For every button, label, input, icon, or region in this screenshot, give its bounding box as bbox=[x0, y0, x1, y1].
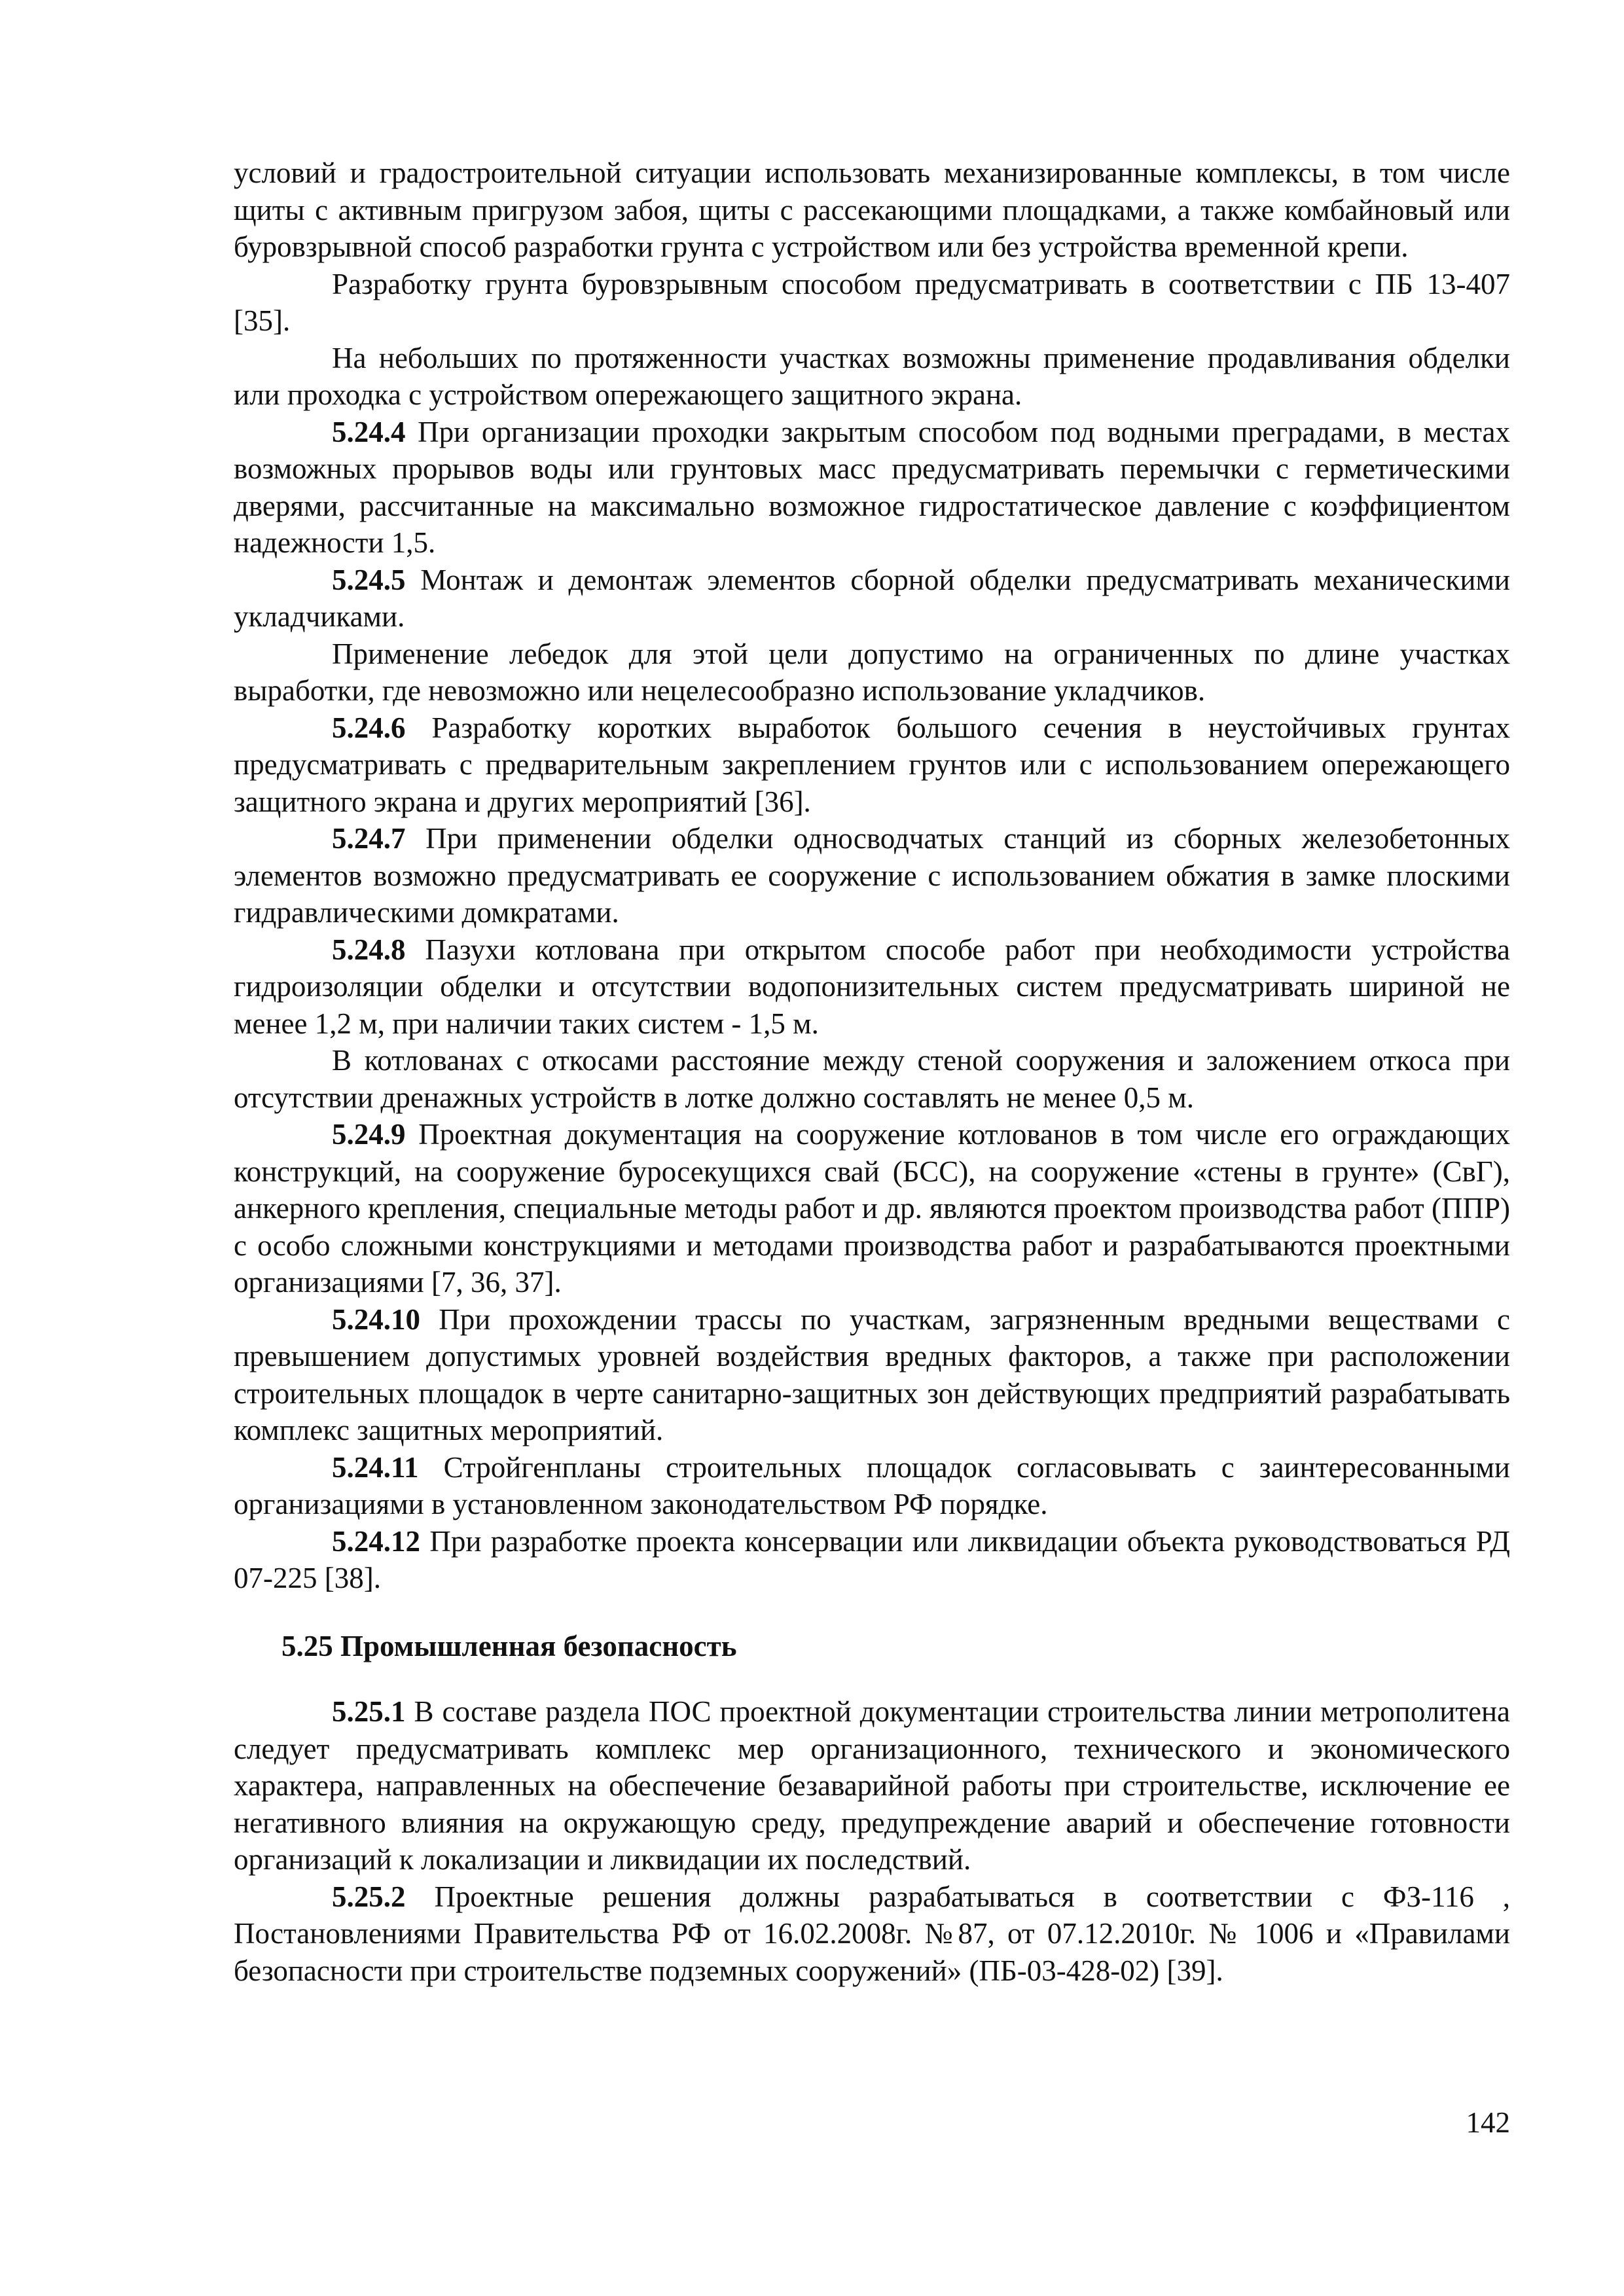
clause-number: 5.24.8 bbox=[332, 933, 406, 966]
clause-number: 5.24.11 bbox=[332, 1450, 419, 1484]
paragraph: Применение лебедок для этой цели допустимо на ограниченных по длине участках выработки, где невозможно или нецелесообразно использование укладчиков. bbox=[234, 637, 1510, 707]
clause-5-24-10: 5.24.10 При прохождении трассы по участкам, загрязненным вредными веществами с превышением допустимых уровней воздействия вредных факторов, а также при расположении строительных площадок в черте санитарно-защитных зон действующих предприятий разрабатывать комплекс защитных мероприятий. bbox=[234, 1302, 1511, 1446]
clause-5-24-5: 5.24.5 Монтаж и демонтаж элементов сборной обделки предусматривать механическими укладчиками. bbox=[234, 563, 1511, 633]
clause-5-24-4: 5.24.4 При организации проходки закрытым способом под водными преградами, в местах возможных прорывов воды или грунтовых масс предусматривать перемычки с герметическими дверями, рассчитанные на максимально возможное гидростатическое давление с коэффициентом надежности 1,5. bbox=[234, 415, 1510, 559]
clause-number: 5.24.4 bbox=[332, 415, 406, 448]
paragraph: условий и градостроительной ситуации использовать механизированные комплексы, в том числе щиты с активным пригрузом забоя, щиты с рассекающими площадками, а также комбайновый или буровзрывной способ разработки грунта с устройством или без устройства временной крепи. bbox=[234, 156, 1510, 263]
clause-5-24-6: 5.24.6 Разработку коротких выработок большого сечения в неустойчивых грунтах предусматривать с предварительным закреплением грунтов или с использованием опережающего защитного экрана и других мероприятий [36]. bbox=[234, 711, 1511, 818]
clause-number: 5.24.10 bbox=[332, 1302, 420, 1336]
clause-number: 5.24.12 bbox=[332, 1524, 420, 1558]
clause-5-24-8: 5.24.8 Пазухи котлована при открытом способе работ при необходимости устройства гидроизоляции обделки и отсутствии водопонизительных систем предусматривать шириной не менее 1,2 м, при наличии таких систем - 1,5 м. bbox=[234, 933, 1510, 1040]
clause-5-25-2: 5.25.2 Проектные решения должны разрабатываться в соответствии с ФЗ-116 , Постановлениями Правительства РФ от 16.02.2008г. №87, от 07.12.2010г. № 1006 и «Правилами безопасности при строительстве подземных сооружений» (ПБ-03-428-02) [39]. bbox=[234, 1880, 1511, 1987]
page-content bbox=[234, 154, 1510, 1989]
clause-number: 5.25.1 bbox=[332, 1695, 406, 1728]
clause-number: 5.24.9 bbox=[332, 1118, 406, 1151]
page-number: 142 bbox=[1466, 2106, 1510, 2139]
section-heading: 5.25 Промышленная безопасность bbox=[281, 1629, 737, 1662]
clause-5-24-7: 5.24.7 При применении обделки односводчатых станций из сборных железобетонных элементов возможно предусматривать ее сооружение с использованием обжатия в замке плоскими гидравлическими домкратами. bbox=[234, 822, 1511, 929]
paragraph: В котлованах с откосами расстояние между стеной сооружения и заложением откоса при отсутствии дренажных устройств в лотке должно составлять не менее 0,5 м. bbox=[234, 1044, 1510, 1114]
clause-number: 5.25.2 bbox=[332, 1880, 406, 1913]
clause-5-25-1: 5.25.1 В составе раздела ПОС проектной документации строительства линии метрополитена следует предусматривать комплекс мер организационного, технического и экономического характера, направленных на обеспечение безаварийной работы при строительстве, исключение ее негативного влияния на окружающую среду, предупреждение аварий и обеспечение готовности организаций к локализации и ликвидации их последствий. bbox=[234, 1695, 1510, 1876]
clause-5-24-11: 5.24.11 Стройгенпланы строительных площадок согласовывать с заинтересованными организациями в установленном законодательством РФ порядке. bbox=[234, 1450, 1510, 1520]
clause-number: 5.24.5 bbox=[332, 563, 406, 596]
clause-5-24-12: 5.24.12 При разработке проекта консервации или ликвидации объекта руководствоваться РД 07-225 [38]. bbox=[234, 1524, 1510, 1594]
clause-number: 5.24.6 bbox=[332, 711, 406, 744]
paragraph: На небольших по протяженности участках возможны применение продавливания обделки или проходка с устройством опережающего защитного экрана. bbox=[234, 341, 1510, 411]
clause-number: 5.24.7 bbox=[332, 822, 406, 855]
paragraph: Разработку грунта буровзрывным способом предусматривать в соответствии с ПБ 13-407 [35]. bbox=[234, 267, 1510, 337]
clause-5-24-9: 5.24.9 Проектная документация на сооружение котлованов в том числе его ограждающих конструкций, на сооружение буросекущихся свай (БСС), на сооружение «стены в грунте» (СвГ), анкерного крепления, специальные методы работ и др. являются проектом производства работ (ППР) с особо сложными конструкциями и методами производства работ и разрабатываются проектными организациями [7, 36, 37]. bbox=[234, 1118, 1510, 1299]
